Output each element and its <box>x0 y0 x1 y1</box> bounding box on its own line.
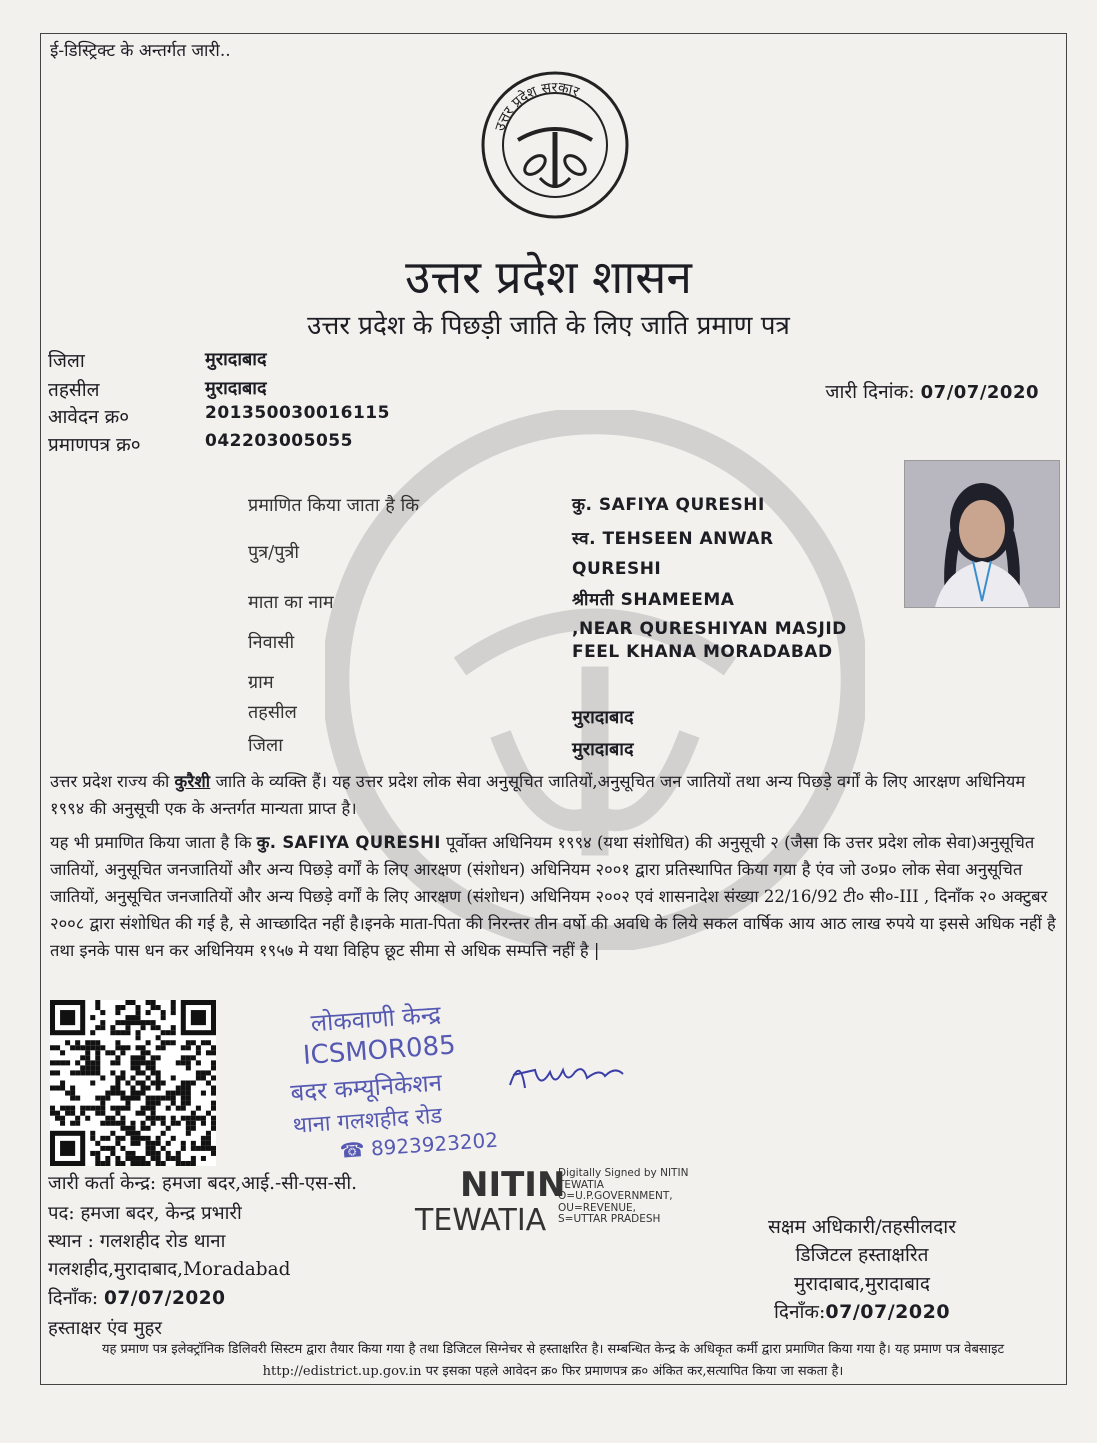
district-value: मुरादाबाद <box>205 349 267 370</box>
caste-paragraph-intro: उत्तर प्रदेश राज्य की <box>50 772 175 791</box>
authority-digital: डिजिटल हस्ताक्षरित <box>795 1244 929 1266</box>
certification-intro: यह भी प्रमाणित किया जाता है कि <box>50 833 257 852</box>
issuer-date-label: दिनाँक: <box>48 1288 99 1309</box>
up-government-emblem <box>480 70 630 220</box>
digital-signature-name: NITIN <box>460 1165 566 1205</box>
applicant-photo <box>904 460 1060 608</box>
issuer-date <box>48 1285 226 1310</box>
authority-place: मुरादाबाद,मुरादाबाद <box>794 1273 930 1295</box>
address-line1: ,NEAR QURESHIYAN MASJID <box>572 619 847 639</box>
tehsil-value: मुरादाबाद <box>205 378 267 399</box>
stamp-line2: ICSMOR085 <box>302 1030 457 1072</box>
caste-name: कुरैशी <box>174 772 211 791</box>
father-name-line2: QURESHI <box>572 559 662 579</box>
caste-paragraph <box>50 768 1060 822</box>
authority-date-label: दिनाँक: <box>773 1301 826 1323</box>
dsig-line: S=UTTAR PRADESH <box>558 1213 661 1225</box>
emblem-text: उत्तर प्रदेश सरकार <box>492 79 582 134</box>
applicant-name: कु. SAFIYA QURESHI <box>572 495 765 515</box>
dsig-line: TEWATIA <box>558 1178 604 1191</box>
centre-stamp <box>270 991 541 1169</box>
digital-signature-surname: TEWATIA <box>415 1203 547 1238</box>
issuer-post: पद: हमजा बदर, केन्द्र प्रभारी <box>48 1203 242 1224</box>
certificate-subtitle: उत्तर प्रदेश के पिछड़ी जाति के लिए जाति प्रमाण पत्र <box>307 311 790 341</box>
address-line2: FEEL KHANA MORADABAD <box>572 642 833 662</box>
certification-name: कु. SAFIYA QURESHI <box>256 833 441 852</box>
mother-label: माता का नाम <box>248 592 334 613</box>
dsig-line: OU=REVENUE, <box>558 1201 637 1214</box>
tehsil-field-value: मुरादाबाद <box>572 707 634 728</box>
village-label: ग्राम <box>248 672 274 693</box>
header-note: ई-डिस्ट्रिक्ट के अन्तर्गत जारी.. <box>50 41 231 61</box>
qr-code <box>50 1000 216 1166</box>
issuer-sign-label: हस्ताक्षर एंव मुहर <box>48 1318 162 1339</box>
digital-signature-info <box>558 1168 688 1226</box>
stamp-line1: लोकवाणी केन्द्र <box>309 1000 442 1038</box>
authority-title: सक्षम अधिकारी/तहसीलदार <box>768 1216 956 1238</box>
tehsil-field-label: तहसील <box>248 702 297 723</box>
resident-label: निवासी <box>248 632 295 653</box>
issuer-place: स्थान : गलशहीद रोड थाना <box>48 1231 226 1252</box>
dsig-line: O=U.P.GOVERNMENT, <box>558 1190 673 1202</box>
certification-paragraph <box>50 829 1060 964</box>
svg-text:उत्तर प्रदेश सरकार <box>492 80 581 133</box>
issue-date-label: जारी दिनांक: <box>825 381 915 403</box>
page-title: उत्तर प्रदेश शासन <box>405 250 692 304</box>
son-daughter-label: पुत्र/पुत्री <box>248 542 300 563</box>
handwritten-signature <box>505 1050 635 1100</box>
tehsil-label: तहसील <box>48 379 100 401</box>
father-name-line1: स्व. TEHSEEN ANWAR <box>572 529 774 549</box>
application-no-label: आवेदन क्र० <box>48 406 130 428</box>
stamp-line3: बदर कम्यूनिकेशन <box>289 1068 443 1107</box>
certificate-no-value: 042203005055 <box>205 431 353 451</box>
certificate-no-label: प्रमाणपत्र क्र० <box>48 434 141 456</box>
authority-date-value: 07/07/2020 <box>825 1301 951 1323</box>
certify-label: प्रमाणित किया जाता है कि <box>248 495 420 516</box>
footer-note: यह प्रमाण पत्र इलेक्ट्रॉनिक डिलिवरी सिस्टम द्वारा तैयार किया गया है तथा डिजिटल सिग्नेचर से हस्ताक्षरित है। सम्बन्धित केन्द्र के अधिकृत कर्मी द्वारा प्रमाणित किया गया है। यह प्रमाण पत्र वेबसाइट http://edistrict.up.gov.in पर इसका पहले आवेदन क्र० फिर प्रमाणपत्र क्र० अंकित कर,सत्यापित किया जा सकता है। <box>101 1342 1005 1379</box>
issue-date-value: 07/07/2020 <box>920 382 1039 403</box>
caste-paragraph-body: जाति के व्यक्ति हैं। यह उत्तर प्रदेश लोक सेवा अनुसूचित जातियों,अनुसूचित जन जातियों तथा अन्य पिछड़े वर्गों के लिए आरक्षण अधिनियम १९९४ की अनुसूची एक के अन्तर्गत मान्यता प्राप्त है। <box>50 772 1026 818</box>
issuer-locality: गलशहीद,मुरादाबाद,Moradabad <box>48 1259 291 1280</box>
certification-body: पूर्वोक्त अधिनियम १९९४ (यथा संशोधित) की अनुसूची २ (जैसा कि उत्तर प्रदेश लोक सेवा)अनुसूचित जातियों, अनुसूचित जनजातियों और अन्य पिछड़े वर्गों के लिए आरक्षण (संशोधन) अधिनियम २००१ द्वारा प्रतिस्थापित किया गया है एंव जो उ०प्र० लोक सेवा अनुसूचित जातियों, अनुसूचित जनजातियों और अन्य पिछड़े वर्गों के लिए आरक्षण (संशोधन) अधिनियम २००२ एवं शासनादेश संख्या 22/16/92 टी० सी०-III , दिनाँक २० अक्टुबर २००८ द्वारा संशोधित की गई है, से आच्छादित नहीं है।इनके माता-पिता की निरन्तर तीन वर्षो की अवधि के लिये सकल वार्षिक आय आठ लाख रुपये या इससे अधिक नहीं है तथा इनके पास धन कर अधिनियम १९५७ मे यथा विहिप छूट सीमा से अधिक सम्पत्ति नहीं है | <box>50 833 1056 960</box>
district-field-value: मुरादाबाद <box>572 739 634 760</box>
stamp-line4: थाना गलशहीद रोड <box>292 1103 443 1139</box>
application-no-value: 201350030016115 <box>205 403 390 423</box>
mother-name: श्रीमती SHAMEEMA <box>572 590 735 610</box>
issuer-date-value: 07/07/2020 <box>104 1288 226 1309</box>
stamp-line5: ☎ 8923923202 <box>338 1127 499 1163</box>
district-label: जिला <box>48 350 85 372</box>
issuer-centre: जारी कर्ता केन्द्र: हमजा बदर,आई.-सी-एस-सी. <box>48 1173 358 1194</box>
authority-date <box>742 1298 982 1324</box>
dsig-line: Digitally Signed by NITIN <box>558 1167 689 1179</box>
district-field-label: जिला <box>248 735 283 756</box>
issue-date <box>825 378 1039 404</box>
